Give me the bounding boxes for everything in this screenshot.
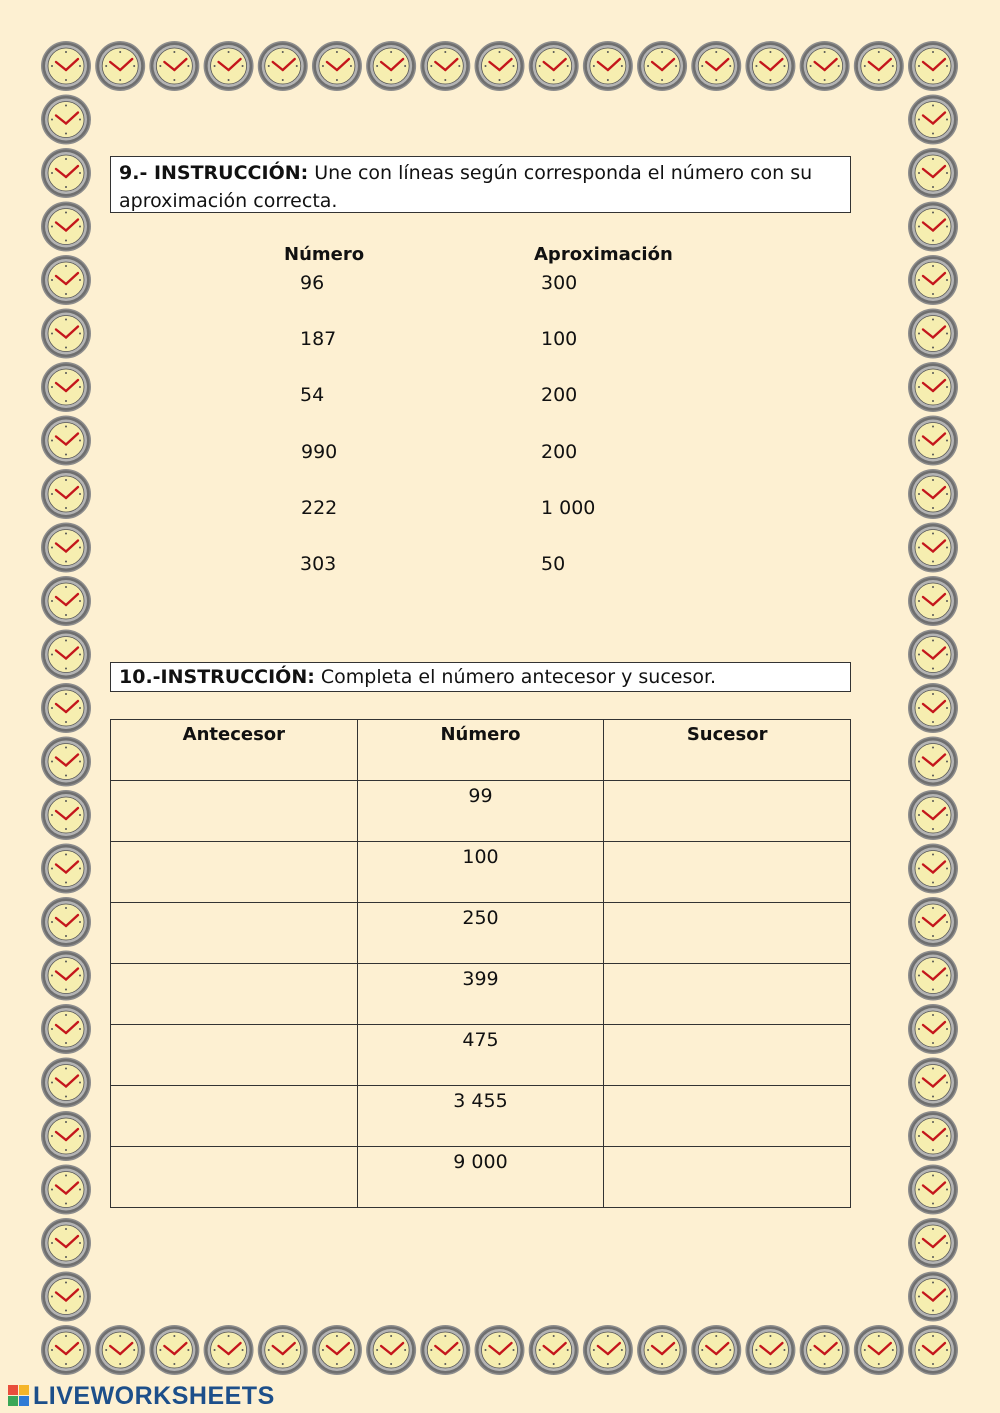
clock-icon (41, 951, 91, 1001)
clock-icon (475, 1325, 525, 1375)
clock-icon (149, 41, 199, 91)
clock-icon (41, 309, 91, 359)
clock-icon (908, 1058, 958, 1108)
antecesor-sucesor-table (110, 719, 851, 1208)
antecesor-input[interactable] (111, 903, 358, 964)
clock-icon (41, 1272, 91, 1322)
clock-icon (908, 1272, 958, 1322)
antecesor-input[interactable] (111, 781, 358, 842)
match-number-2[interactable]: 187 (300, 328, 337, 350)
clock-icon (41, 416, 91, 466)
match-approx-4[interactable]: 200 (541, 441, 578, 463)
match-approx-2[interactable]: 100 (541, 328, 578, 350)
clock-icon (41, 1218, 91, 1268)
table-header-row (111, 720, 851, 781)
numero-cell: 99 (357, 781, 604, 842)
clock-icon (41, 576, 91, 626)
clock-icon (800, 1325, 850, 1375)
clock-icon (908, 576, 958, 626)
clock-icon (908, 897, 958, 947)
clock-icon (41, 148, 91, 198)
logo-text: LIVEWORKSHEETS (33, 1381, 275, 1410)
clock-icon (41, 362, 91, 412)
instruction-10-title: 10.-INSTRUCCIÓN: (119, 666, 315, 688)
match-approx-6[interactable]: 50 (541, 553, 566, 575)
clock-icon (908, 1325, 958, 1375)
clock-icon (908, 469, 958, 519)
clock-icon (95, 1325, 145, 1375)
clock-icon (908, 951, 958, 1001)
instruction-9-title: 9.- INSTRUCCIÓN: (119, 162, 309, 184)
numero-cell: 475 (357, 1025, 604, 1086)
match-number-6[interactable]: 303 (300, 553, 337, 575)
match-approx-1[interactable]: 300 (541, 272, 578, 294)
clock-icon (312, 41, 362, 91)
clock-icon (908, 41, 958, 91)
table-row (111, 842, 851, 903)
sucesor-input[interactable] (604, 903, 851, 964)
clock-icon (258, 41, 308, 91)
clock-icon (475, 41, 525, 91)
clock-icon (529, 1325, 579, 1375)
clock-icon (908, 148, 958, 198)
match-number-5[interactable]: 222 (301, 497, 338, 519)
antecesor-input[interactable] (111, 964, 358, 1025)
instruction-9-text: Une con líneas según corresponda el número con su aproximación correcta. (119, 162, 813, 212)
clock-icon (204, 41, 254, 91)
antecesor-input[interactable] (111, 1147, 358, 1208)
table-row (111, 781, 851, 842)
clock-icon (41, 737, 91, 787)
clock-icon (420, 41, 470, 91)
clock-icon (908, 1218, 958, 1268)
instruction-10-text: Completa el número antecesor y sucesor. (314, 666, 717, 688)
clock-icon (908, 737, 958, 787)
sucesor-input[interactable] (604, 1025, 851, 1086)
clock-icon (312, 1325, 362, 1375)
clock-icon (41, 523, 91, 573)
clock-icon (854, 1325, 904, 1375)
clock-icon (529, 41, 579, 91)
table-row (111, 964, 851, 1025)
header-sucesor: Sucesor (604, 720, 851, 781)
clock-icon (908, 683, 958, 733)
liveworksheets-logo[interactable] (8, 1383, 275, 1409)
clock-icon (41, 469, 91, 519)
antecesor-input[interactable] (111, 842, 358, 903)
clock-icon (41, 897, 91, 947)
clock-icon (908, 309, 958, 359)
clock-icon (908, 790, 958, 840)
numero-cell: 250 (357, 903, 604, 964)
clock-icon (41, 41, 91, 91)
match-number-3[interactable]: 54 (300, 384, 325, 406)
clock-icon (691, 1325, 741, 1375)
clock-icon (41, 790, 91, 840)
clock-icon (583, 41, 633, 91)
clock-icon (800, 41, 850, 91)
instruction-10-box (110, 662, 851, 692)
clock-icon (691, 41, 741, 91)
column-header-aproximacion: Aproximación (534, 244, 673, 265)
clock-icon (95, 41, 145, 91)
match-approx-5[interactable]: 1 000 (541, 497, 596, 519)
numero-cell: 3 455 (357, 1086, 604, 1147)
clock-icon (41, 1058, 91, 1108)
numero-cell: 9 000 (357, 1147, 604, 1208)
clock-icon (908, 844, 958, 894)
clock-icon (41, 1111, 91, 1161)
table-row (111, 1147, 851, 1208)
header-antecesor: Antecesor (111, 720, 358, 781)
clock-icon (204, 1325, 254, 1375)
column-header-numero: Número (284, 244, 365, 265)
sucesor-input[interactable] (604, 1147, 851, 1208)
table-row (111, 1025, 851, 1086)
clock-icon (908, 362, 958, 412)
clock-icon (908, 1004, 958, 1054)
clock-icon (41, 844, 91, 894)
antecesor-input[interactable] (111, 1086, 358, 1147)
clock-icon (854, 41, 904, 91)
clock-icon (745, 1325, 795, 1375)
clock-icon (908, 255, 958, 305)
clock-icon (908, 523, 958, 573)
clock-icon (908, 95, 958, 145)
clock-icon (745, 41, 795, 91)
header-numero: Número (357, 720, 604, 781)
clock-icon (41, 255, 91, 305)
clock-icon (908, 416, 958, 466)
clock-icon (908, 1165, 958, 1215)
clock-icon (41, 1325, 91, 1375)
numero-cell: 100 (357, 842, 604, 903)
match-approx-3[interactable]: 200 (541, 384, 578, 406)
sucesor-input[interactable] (604, 781, 851, 842)
clock-icon (41, 202, 91, 252)
clock-icon (149, 1325, 199, 1375)
liveworksheets-blocks-icon (8, 1385, 30, 1407)
instruction-9-box (110, 156, 851, 213)
clock-icon (908, 1111, 958, 1161)
table-row (111, 1086, 851, 1147)
clock-icon (366, 41, 416, 91)
clock-icon (258, 1325, 308, 1375)
table-row (111, 903, 851, 964)
match-number-4[interactable]: 990 (301, 441, 338, 463)
match-number-1[interactable]: 96 (300, 272, 325, 294)
clock-icon (637, 1325, 687, 1375)
clock-icon (908, 202, 958, 252)
clock-icon (908, 630, 958, 680)
clock-icon (41, 630, 91, 680)
clock-icon (420, 1325, 470, 1375)
clock-icon (637, 41, 687, 91)
clock-icon (41, 1004, 91, 1054)
clock-icon (366, 1325, 416, 1375)
clock-icon (41, 95, 91, 145)
clock-icon (41, 1165, 91, 1215)
clock-icon (41, 683, 91, 733)
sucesor-input[interactable] (604, 964, 851, 1025)
sucesor-input[interactable] (604, 1086, 851, 1147)
clock-icon (583, 1325, 633, 1375)
numero-cell: 399 (357, 964, 604, 1025)
sucesor-input[interactable] (604, 842, 851, 903)
antecesor-input[interactable] (111, 1025, 358, 1086)
